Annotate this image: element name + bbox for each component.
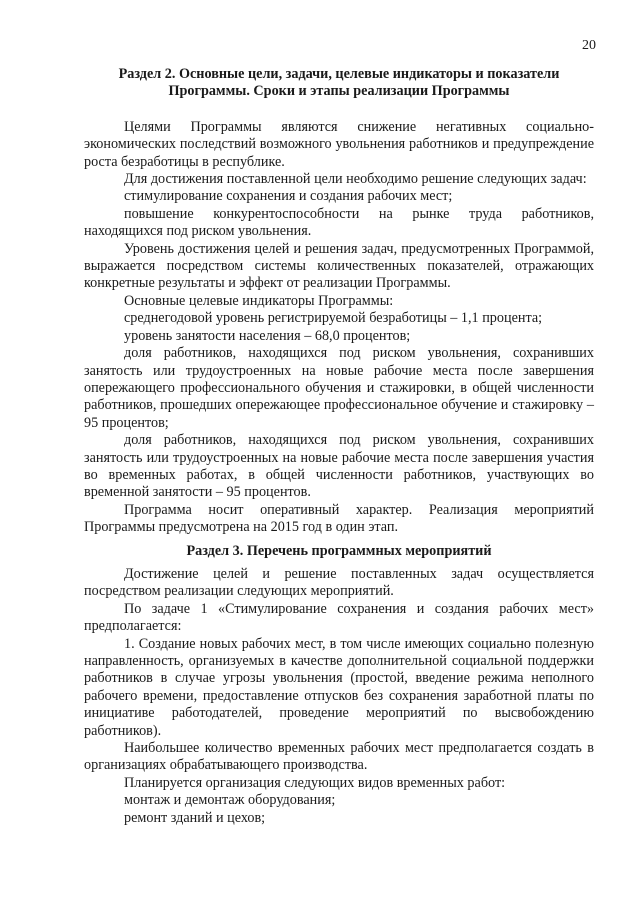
paragraph-indicators-intro: Основные целевые индикаторы Программы:: [124, 292, 394, 309]
paragraph-temporary-jobs: Наибольшее количество временных рабочих мест предполагается создать в организациях обрабатывающего производства.: [84, 740, 594, 774]
paragraph-indicators-system: Уровень достижения целей и решения задач, предусмотренных Программой, выражается посредством системы количественных показателей, отражающих конкретные результаты и эффект от реализации Программы.: [84, 240, 594, 292]
paragraph-measures-intro: Достижение целей и решение поставленных задач осуществляется посредством реализации следующих мероприятий.: [84, 565, 594, 600]
paragraph-measure-1: 1. Создание новых рабочих мест, в том числе имеющих социально полезную направленность, организуемых в качестве дополнительной социальной поддержки работников в случае угрозы увольнения (простой, введение режима неполного рабочего времени, предоставление отпусков без сохранения заработной платы по инициативе работодателей, проведение мероприятий по высвобождению работников).: [84, 635, 594, 739]
section-2-heading-line-1: Раздел 2. Основные цели, задачи, целевые индикаторы и показатели: [118, 66, 560, 82]
paragraph-task-1-intro: По задаче 1 «Стимулирование сохранения и создания рабочих мест» предполагается:: [84, 600, 594, 635]
list-item-indicator-temporary-work: доля работников, находящихся под риском увольнения, сохранивших занятость или трудоустроенных на новые рабочие места после завершения участия во временных работах, в общей численности работников, участвующих во временной занятости – 95 процентов.: [84, 432, 594, 501]
page-content: [84, 66, 594, 827]
list-item-work-type-2: ремонт зданий и цехов;: [124, 809, 266, 826]
section-2-heading-line-2: Программы. Сроки и этапы реализации Программы: [168, 83, 510, 100]
list-item-indicator-unemployment: среднегодовой уровень регистрируемой безработицы – 1,1 процента;: [124, 310, 543, 327]
page-number: 20: [582, 38, 596, 53]
list-item-indicator-employment: уровень занятости населения – 68,0 процентов;: [124, 327, 411, 344]
list-item-task-1: стимулирование сохранения и создания рабочих мест;: [124, 188, 453, 205]
list-item-task-2: повышение конкурентоспособности на рынке труда работников, находящихся под риском увольнения.: [84, 205, 594, 240]
section-3-heading: Раздел 3. Перечень программных мероприятий: [186, 542, 492, 559]
paragraph-goals: Целями Программы являются снижение негативных социально-экономических последствий возможного увольнения работников и предупреждение роста безработицы в республике.: [84, 118, 594, 170]
paragraph-program-terms: Программа носит оперативный характер. Реализация мероприятий Программы предусмотрена на 2015 год в один этап.: [84, 501, 594, 536]
paragraph-work-types-intro: Планируется организация следующих видов временных работ:: [124, 774, 506, 791]
list-item-work-type-1: монтаж и демонтаж оборудования;: [124, 792, 336, 809]
paragraph-tasks-intro: Для достижения поставленной цели необходимо решение следующих задач:: [124, 171, 587, 188]
list-item-indicator-training: доля работников, находящихся под риском увольнения, сохранивших занятость или трудоустроенных на новые рабочие места после завершения опережающего профессионального обучения и стажировки, в общей численности работников, прошедших опережающее профессиональное обучение и стажировку – 95 процентов;: [84, 345, 594, 431]
